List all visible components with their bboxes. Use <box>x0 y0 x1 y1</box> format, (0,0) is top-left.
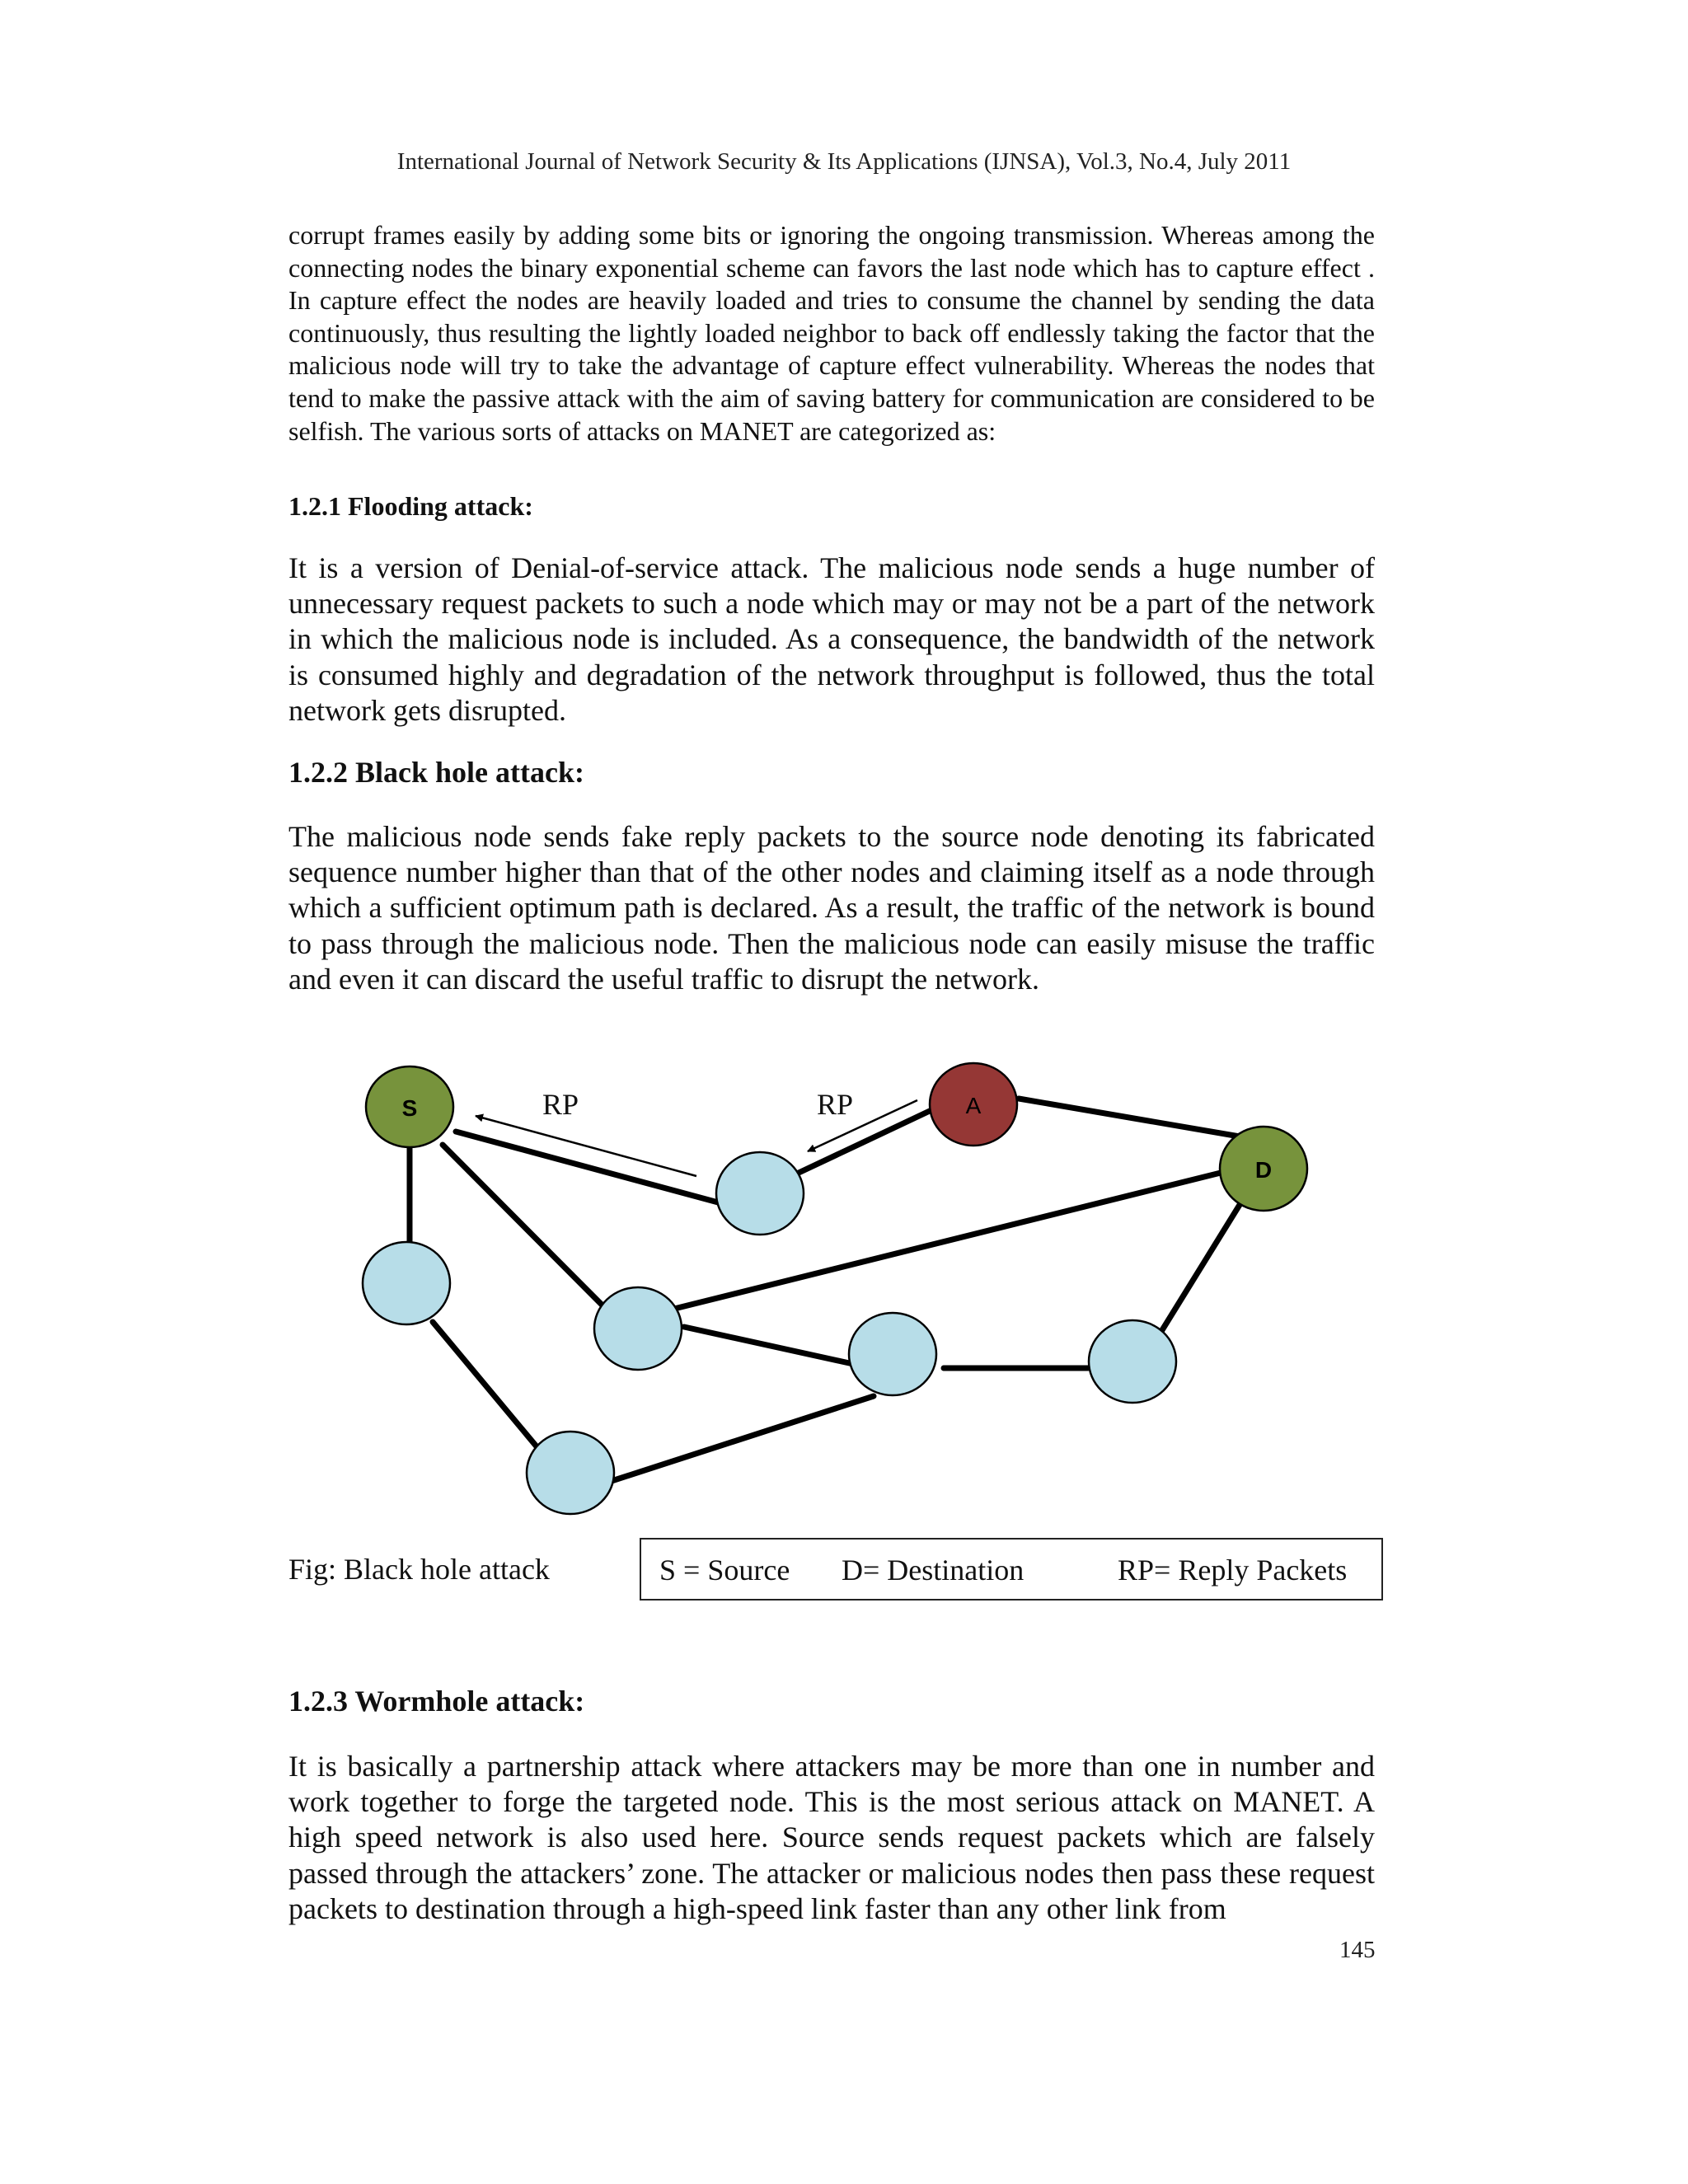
network-node <box>849 1313 936 1395</box>
link-a-d <box>1019 1099 1245 1137</box>
network-node <box>527 1432 614 1514</box>
wormhole-paragraph: It is basically a partnership attack where attackers may be more than one in number and work together to forge the targeted node. This is the most serious attack on MANET. A high speed network is also used here. Source sends request packets which are falsely passed through the attackers’ zone. The attacker or malicious nodes then pass these request packets to destination through a high-speed link faster than any other link from <box>288 1750 1375 1925</box>
network-node <box>363 1242 450 1324</box>
legend-reply-packets: RP= Reply Packets <box>1118 1554 1348 1586</box>
section-heading-wormhole: 1.2.3 Wormhole attack: <box>288 1685 585 1718</box>
black-hole-paragraph: The malicious node sends fake reply packets to the source node denoting its fabricated sequence number higher than that of the other nodes and claiming itself as a node through which a sufficient optimum path is declared. As a result, the traffic of the network is bound to pass through the malicious node. Then the malicious node can easily misuse the traffic and even it can discard the useful traffic to disrupt the network. <box>288 820 1375 996</box>
rp-label-2: RP <box>817 1088 854 1121</box>
link-n3-n4 <box>684 1327 853 1364</box>
network-node <box>716 1152 804 1235</box>
network-node <box>594 1287 682 1370</box>
journal-header: International Journal of Network Security & Its Applications (IJNSA), Vol.3, No.4, July 2011 <box>396 148 1292 175</box>
source-node-label: S <box>401 1095 418 1121</box>
link-s-n1 <box>456 1132 721 1203</box>
figure-legend <box>640 1538 1383 1601</box>
page-number: 145 <box>1339 1937 1376 1963</box>
legend-destination: D= Destination <box>842 1554 1025 1586</box>
attacker-node-label: A <box>965 1093 982 1118</box>
section-heading-black-hole: 1.2.2 Black hole attack: <box>288 756 584 789</box>
link-n2-n6 <box>433 1322 544 1455</box>
link-n5-d <box>1158 1201 1242 1337</box>
link-s-n3 <box>443 1145 607 1310</box>
flooding-paragraph: It is a version of Denial-of-service attack. The malicious node sends a huge number of unnecessary request packets to such a node which may or may not be a part of the network in which the malicious node is included. As a consequence, the bandwidth of the network is consumed highly and degradation of the network throughput is followed, thus the total network gets disrupted. <box>288 551 1375 727</box>
link-n6-n4 <box>612 1396 874 1481</box>
figure-caption: Fig: Black hole attack <box>288 1553 550 1586</box>
legend-source: S = Source <box>659 1554 790 1586</box>
network-node <box>1089 1320 1176 1403</box>
intro-paragraph: corrupt frames easily by adding some bits or ignoring the ongoing transmission. Whereas among the connecting nodes the binary exponential scheme can favors the last node which has to capture effect . In capture effect the nodes are heavily loaded and tries to consume the channel by sending the data continuously, thus resulting the lightly loaded neighbor to back off endlessly taking the factor that the malicious node will try to take the advantage of capture effect vulnerability. Whereas the nodes that tend to make the passive attack with the aim of saving battery for communication are considered to be selfish. The various sorts of attacks on MANET are categorized as: <box>288 220 1375 446</box>
section-heading-flooding: 1.2.1 Flooding attack: <box>288 491 533 521</box>
rp-label-1: RP <box>542 1088 579 1121</box>
destination-node-label: D <box>1254 1157 1273 1183</box>
